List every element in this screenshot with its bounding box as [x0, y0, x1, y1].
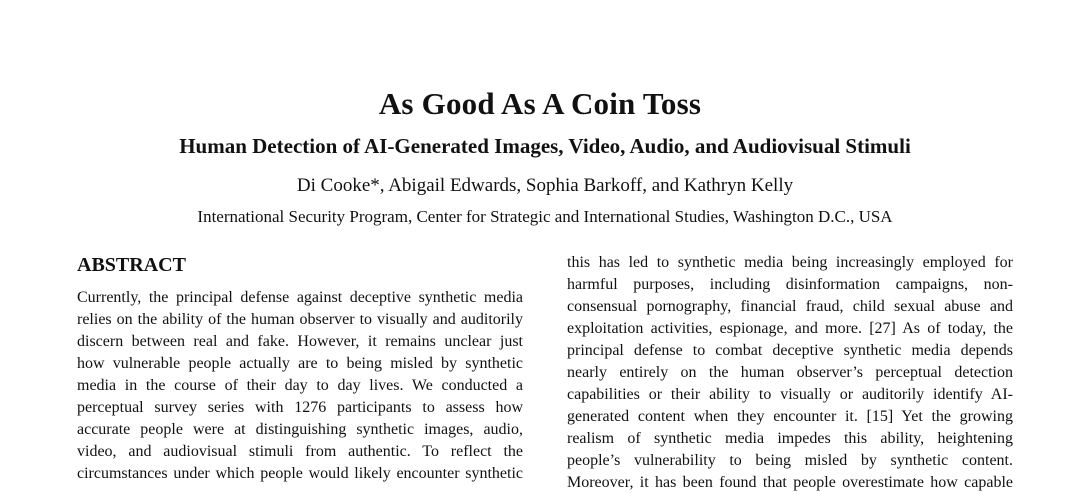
abstract-heading: ABSTRACT	[77, 254, 186, 276]
paper-subtitle: Human Detection of AI-Generated Images, Video, Audio, and Audiovisual Stimuli	[179, 134, 911, 158]
paper-title: As Good As A Coin Toss	[378, 86, 702, 121]
text-line: how vulnerable people actually are to being misled by synthetic	[77, 355, 523, 372]
text-line: realism of synthetic media impedes this ability, heightening	[567, 430, 1013, 447]
text-line: harmful purposes, including disinformation campaigns, non-	[567, 276, 1013, 293]
text-line: relies on the ability of the human observer to visually and auditorily	[77, 311, 523, 328]
text-line: exploitation activities, espionage, and more. [27] As of today, the	[567, 320, 1013, 337]
author-list: Di Cooke*, Abigail Edwards, Sophia Barkoff, and Kathryn Kelly	[296, 175, 794, 196]
text-line: Currently, the principal defense against deceptive synthetic media	[77, 289, 523, 306]
text-line: people’s vulnerability to being misled by synthetic content.	[567, 452, 1013, 469]
text-line: consensual pornography, financial fraud, child sexual abuse and	[567, 298, 1013, 315]
text-line: circumstances under which people would likely encounter synthetic	[77, 465, 523, 482]
abstract-left-column	[77, 287, 523, 485]
text-line: nearly entirely on the human observer’s perceptual detection	[567, 364, 1013, 381]
text-line: generated content when they encounter it. [15] Yet the growing	[567, 408, 1013, 425]
text-line: Moreover, it has been found that people overestimate how capable	[567, 474, 1013, 491]
author-affiliation: International Security Program, Center for Strategic and International Studies, Washington D.C., USA	[197, 207, 893, 226]
text-line: discern between real and fake. However, it remains unclear just	[77, 333, 523, 350]
text-line: this has led to synthetic media being increasingly employed for	[567, 254, 1013, 271]
text-line: principal defense to combat deceptive synthetic media depends	[567, 342, 1013, 359]
text-line: capabilities or their ability to visually or auditorily identify AI-	[567, 386, 1013, 403]
text-line: media in the course of their day to day lives. We conducted a	[77, 377, 523, 394]
text-line: video, and audiovisual stimuli from authentic. To reflect the	[77, 443, 523, 460]
text-line: perceptual survey series with 1276 participants to assess how	[77, 399, 523, 416]
text-line: accurate people were at distinguishing synthetic images, audio,	[77, 421, 523, 438]
body-right-column	[567, 252, 1013, 494]
